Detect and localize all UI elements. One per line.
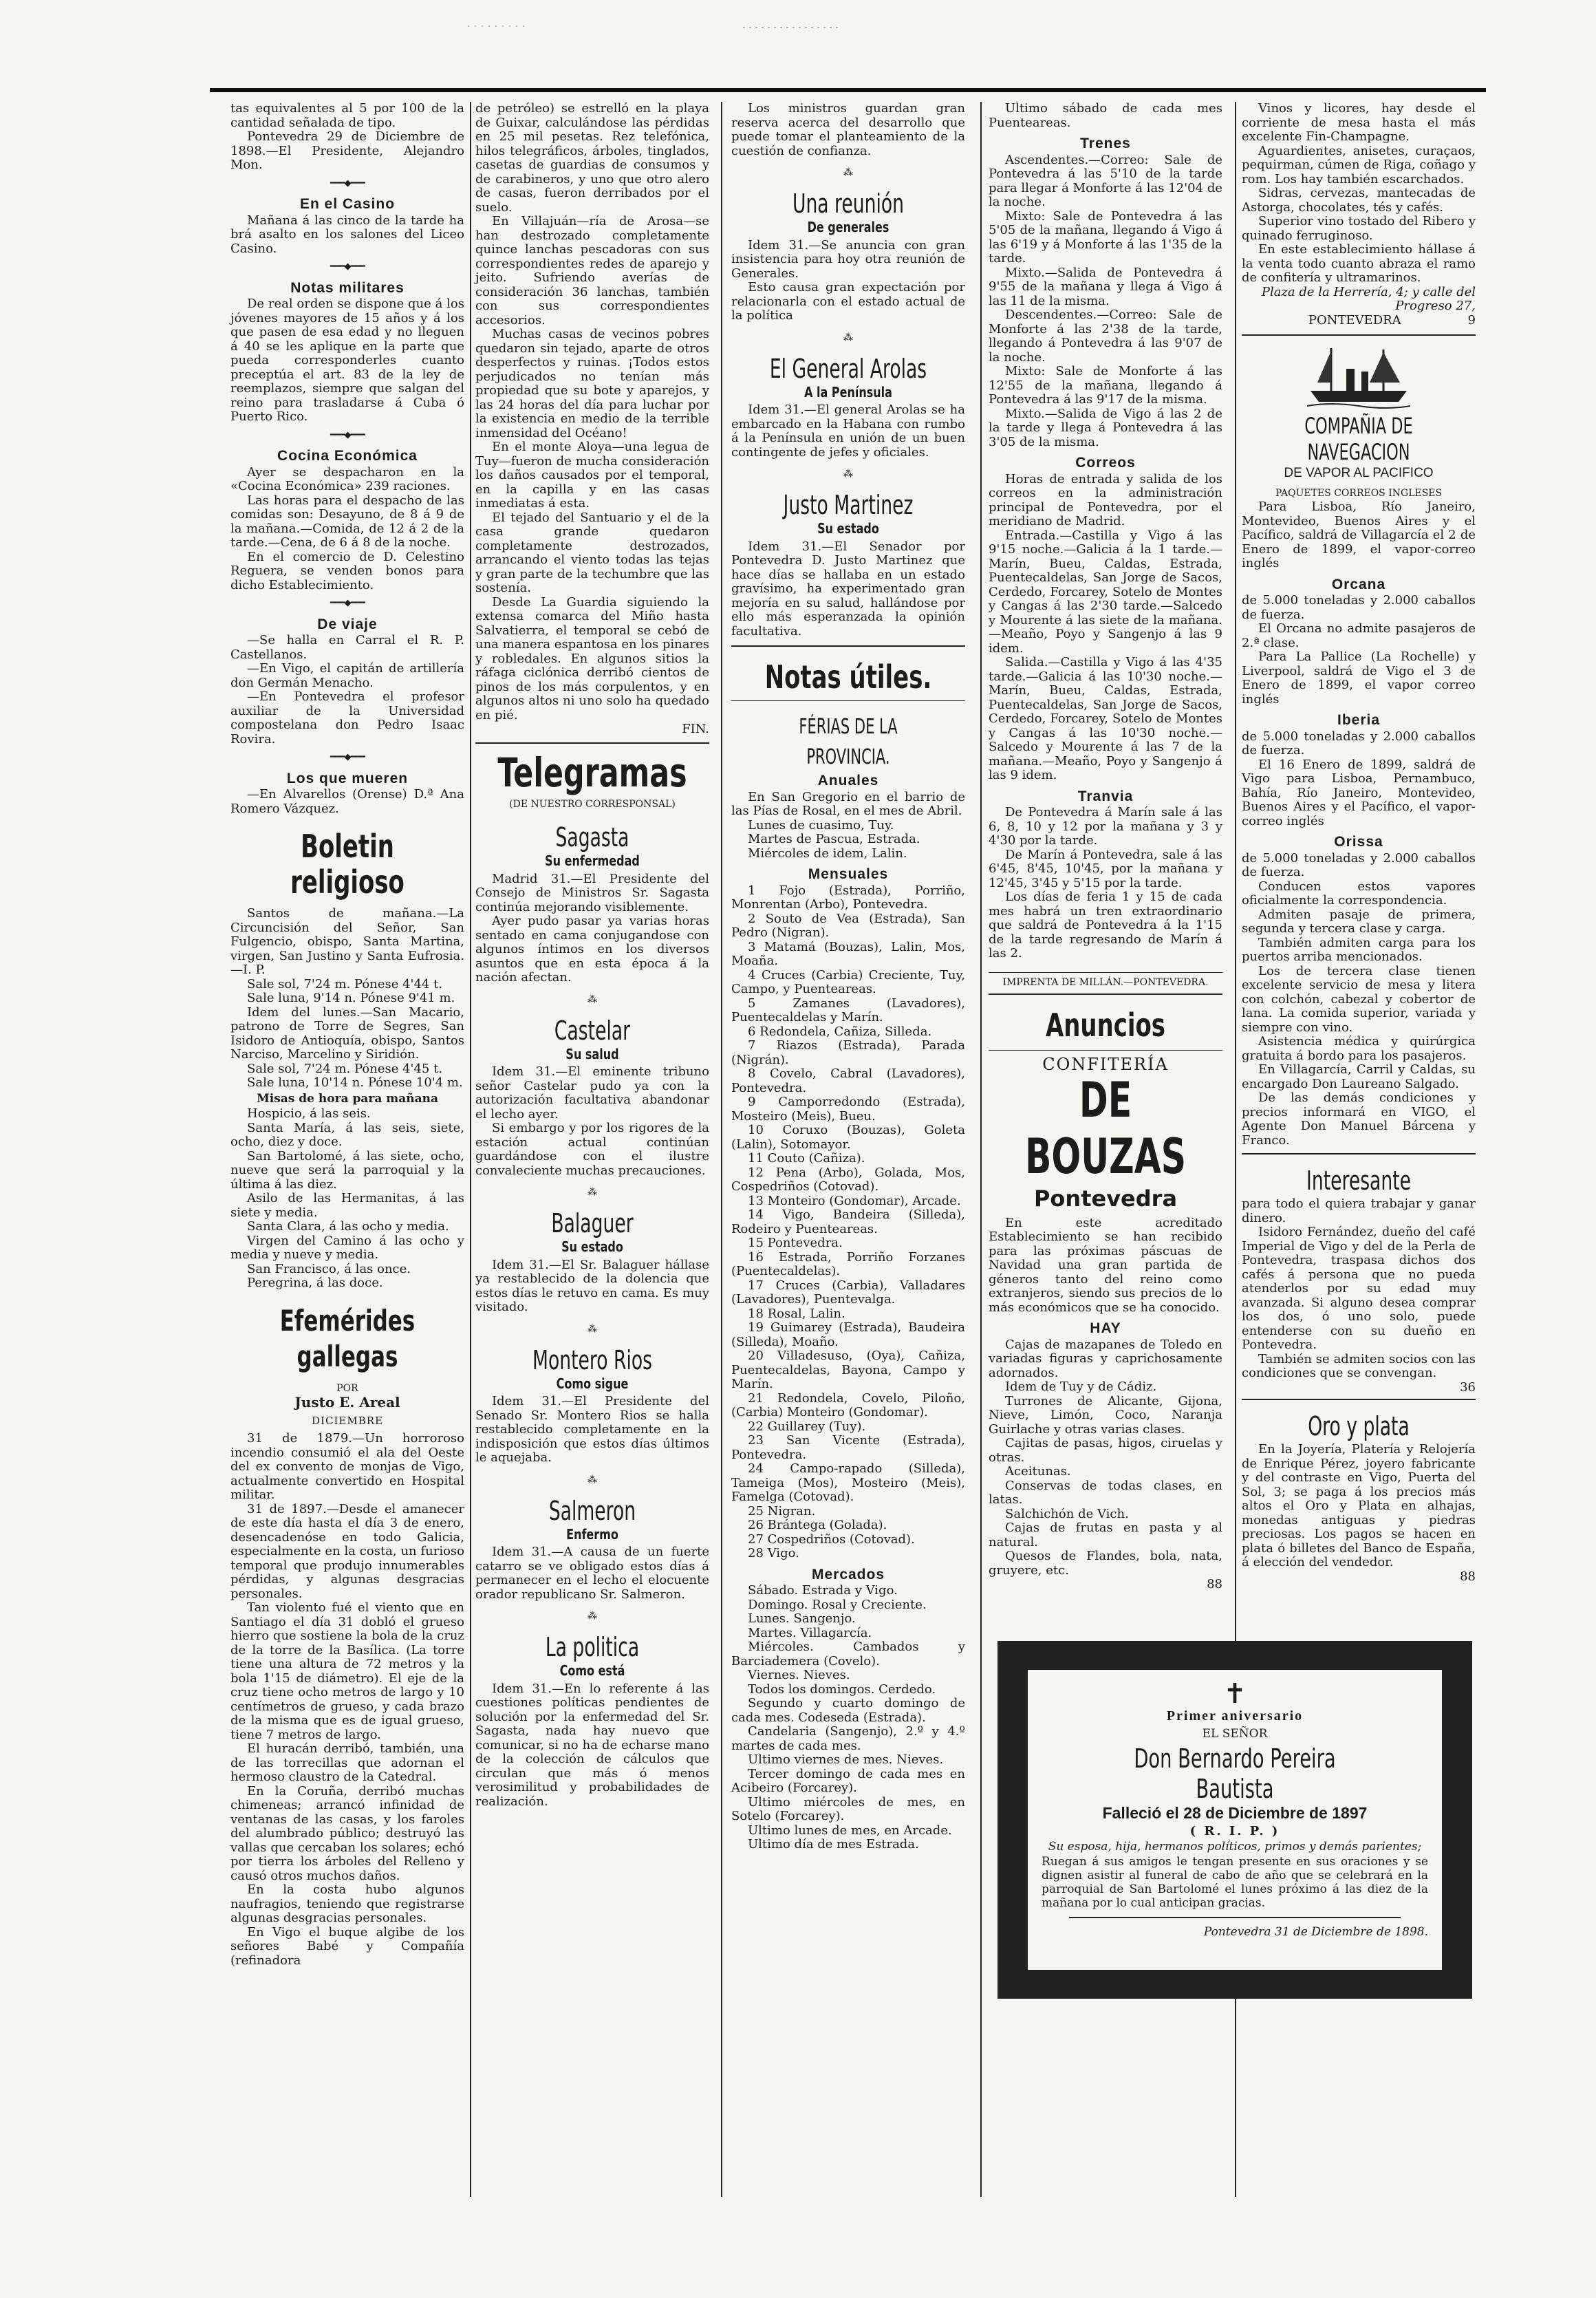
mensuales-item: 15 Pontevedra.	[748, 1236, 843, 1250]
confiteria-name: DE BOUZAS	[1024, 1071, 1187, 1185]
boletin-text: Sale luna, 10'14 n. Pónese 10'4 m.	[247, 1075, 463, 1090]
salmeron-text: Idem 31.—A causa de un fuerte catarro se ve obligado estos días á permanecer en el lecho el elocuente orador republicano Sr. Salmeron.	[475, 1545, 709, 1602]
reunion-title: Una reunión	[792, 189, 905, 219]
anuncios-title: Anuncios	[1045, 1007, 1166, 1044]
vinos-text: Vinos y licores, hay desde el corriente de mesa hasta el más excelente Fin-Champagne.	[1242, 101, 1476, 144]
boletin-text: Sale sol, 7'24 m. Pónese 4'45 t.	[247, 1061, 443, 1076]
mensuales-title: Mensuales	[808, 866, 889, 882]
section-rule	[1242, 334, 1476, 336]
esquela-name: Don Bernardo Pereira Bautista	[1134, 1743, 1336, 1804]
interesante-title: Interesante	[1306, 1166, 1412, 1196]
mensuales-item: 10 Coruxo (Bouzas), Goleta (Lalin), Sotomayor.	[731, 1123, 965, 1152]
esquela-border	[998, 1641, 1472, 1999]
cocina-text: Ayer se despacharon en la «Cocina Económica» 239 raciones.	[230, 464, 464, 493]
compania-text: Para Lisboa, Río Janeiro, Montevideo, Buenos Aires y el Pacífico, saldrá de Villagarcía el 2 de Enero de 1899, el vapor-correo inglés	[1242, 500, 1476, 570]
top-rule	[210, 88, 1486, 92]
intro-1: tas equivalentes al 5 por 100 de la cantidad señalada de tipo.	[230, 101, 464, 130]
efemerides-author: Justo E. Areal	[294, 1394, 400, 1410]
efemerides-text: El huracán derribó, también, una de las torrecillas que adornan el hermoso claustro de la Catedral.	[230, 1741, 464, 1784]
mensuales-item: 17 Cruces (Carbia), Valladares (Lavadores), Puentevalga.	[731, 1278, 965, 1307]
efemerides-por: POR	[336, 1382, 358, 1394]
asterism: ⁂	[587, 1611, 597, 1622]
interesante-text: para todo el quiera trabajar y ganar dinero.	[1242, 1196, 1476, 1225]
mensuales-item: 7 Riazos (Estrada), Parada (Nigrán).	[731, 1038, 965, 1067]
mercados-title: Mercados	[811, 1566, 885, 1582]
iberia-title: Iberia	[1337, 712, 1381, 728]
trenes-text: Mixto.—Salida de Pontevedra á 9'55 de la mañana y llega á Vigo á las 11 de la misma.	[989, 265, 1222, 308]
boletin-text: Santos de mañana.—La Circuncisión del Señor, San Fulgencio, obispo, Santa Martina, virgen, San Justino y Santa Eufrosia.—I. P.	[230, 906, 464, 977]
iberia-text: de 5.000 toneladas y 2.000 caballos de fuerza.	[1242, 729, 1476, 758]
section-rule	[989, 994, 1222, 995]
orissa-title: Orissa	[1334, 834, 1383, 850]
boletin-title: Boletin religioso	[290, 828, 405, 901]
mercados-item: Ultimo lunes de mes, en Arcade.	[748, 1823, 952, 1838]
temporal-text: Desde La Guardia siguiendo la extensa comarca del Miño hasta Salvatierra, el temporal se cebó de una manera espantosa en los pinares y robledales. En algunos sitios la ráfaga ciclónica derribó cientos de pinos de los más corpulentos, y en algunos altos ni uno solo ha quedado en pié.	[475, 594, 709, 722]
hay-item: Quesos de Flandes, bola, nata, gruyere, etc.	[989, 1549, 1222, 1578]
mensuales-item: 5 Zamanes (Lavadores), Puentecaldelas y Marín.	[731, 996, 965, 1024]
hay-title: HAY	[1090, 1320, 1121, 1336]
misas-item: Santa María, á las seis, siete, ocho, diez y doce.	[230, 1120, 464, 1149]
trenes-text: Mixto: Sale de Pontevedra á las 5'05 de la mañana, llegando á Vigo á las 6'19 y á Monforte á las 1'35 de la tarde.	[989, 208, 1222, 266]
montero-sub: Como sigue	[556, 1375, 629, 1392]
mensuales-list	[731, 884, 965, 1561]
interesante-number: 36	[1460, 1379, 1476, 1395]
imprenta-line: IMPRENTA DE MILLÁN.—PONTEVEDRA.	[1002, 976, 1209, 988]
efemerides-text: En la Coruña, derribó muchas chimeneas; arrancó infinidad de ventanas de las casas, y los faroles del alumbrado público; destruyó las vallas que cercaban los solares; echó por tierra los árboles del Relleno y causó otros muchos daños.	[230, 1783, 464, 1883]
orissa-text: Asistencia médica y quirúrgica gratuita á bordo para los pasajeros.	[1242, 1034, 1476, 1063]
arolas-title: El General Arolas	[769, 353, 927, 384]
correos-title: Correos	[1075, 455, 1136, 471]
orissa-text: También admiten carga para los puertos arriba mencionados.	[1242, 935, 1476, 964]
mensuales-item: 26 Brántega (Golada).	[748, 1518, 887, 1532]
hay-item: Cajas de frutas en pasta y al natural.	[989, 1521, 1222, 1549]
misas-item: Hospicio, á las seis.	[247, 1106, 371, 1121]
hay-item: Turrones de Alicante, Gijona, Nieve, Limón, Coco, Naranja Guirlache y otras varias clases.	[989, 1393, 1222, 1437]
mercados-item: Martes. Villagarcía.	[748, 1625, 872, 1640]
mercados-item: Tercer domingo de cada mes en Acibeiro (Forcarey).	[731, 1766, 965, 1795]
oro-text: En la Joyería, Platería y Relojería de Enrique Pérez, joyero fabricante y del contraste en Vigo, Puerta del Sol, 3; se paga á los precios más altos el Oro y Plata en alhajas, monedas antiguas y piedras preciosas. Los pagos se hacen en plata ó billetes del Banco de España, á elección del vendedor.	[1242, 1442, 1476, 1569]
misas-item: San Francisco, á las once.	[247, 1261, 411, 1276]
orcana-text: El Orcana no admite pasajeros de 2.ª clase.	[1242, 621, 1476, 650]
mensuales-item: 11 Couto (Cañiza).	[748, 1151, 865, 1166]
ministros-text: Los ministros guardan gran reserva acerca del desarrollo que puede tomar el planteamiento de la cuestión de confianza.	[731, 101, 965, 158]
efemerides-title: Efemérides gallegas	[279, 1303, 416, 1373]
mercados-item: Domingo. Rosal y Creciente.	[748, 1597, 927, 1612]
temporal-text: El tejado del Santuario y el de la casa grande quedaron completamente destrozados, arrancando el viento todas las tejas y gran parte de la techumbre que las sostenía.	[475, 510, 709, 595]
section-rule	[989, 972, 1222, 973]
cocina-text: En el comercio de D. Celestino Reguera, se venden bonos para dicho Establecimiento.	[230, 549, 464, 592]
montero-text: Idem 31.—El Presidente del Senado Sr. Montero Rios se halla restablecido completamente en la indisposición que estos días últimos le aquejaba.	[475, 1394, 709, 1465]
steamship-icon	[1304, 341, 1414, 410]
justo-text: Idem 31.—El Senador por Pontevedra D. Justo Martinez que hace días se hallaba en un estado gravísimo, ha experimentado gran mejoría en su salud, hallándose por ello más esperanzada la opinión facultativa.	[731, 539, 965, 638]
puenteareas-text: Ultimo sábado de cada mes Puenteareas.	[989, 101, 1222, 130]
viaje-text: —En Vigo, el capitán de artillería don Germán Menacho.	[230, 661, 464, 690]
ad-number: 88	[1207, 1577, 1222, 1591]
sagasta-title: Sagasta	[555, 822, 629, 852]
interesante-text: Isidoro Fernández, dueño del café Imperial de Vigo y del de la Perla de Pontevedra, traspasa dichos dos cafés á persona que no pueda atenderlos por su edad muy avanzada. Si alguno desea comprar los dos, ó uno solo, puede entenderse con su dueño en Pontevedra.	[1242, 1225, 1476, 1352]
cocina-text: Las horas para el despacho de las comidas son: Desayuno, de 8 á 9 de la mañana.—Comida, de 12 á 2 de la tarde.—Cena, de 6 á 8 de la noche.	[230, 493, 464, 550]
politica-text: Idem 31.—En lo referente á las cuestiones políticas pendientes de solución por la enfermedad del Sr. Sagasta, nada hay nuevo que comunicar, si no ha de echarse mano de la colección de cálculos que circulan que más ó menos verosimilitud y probabilidades de realización.	[475, 1681, 709, 1809]
balaguer-sub: Su estado	[561, 1238, 623, 1255]
column-2	[475, 102, 709, 2197]
mensuales-item: 19 Guimarey (Estrada), Baudeira (Silleda), Moaño.	[731, 1320, 965, 1349]
mercados-item: Miércoles. Cambados y Barciademera (Covelo).	[731, 1640, 965, 1668]
trenes-text: Mixto: Sale de Monforte á las 12'55 de la mañana, llegando á Pontevedra á las 9'17 de la misma.	[989, 364, 1222, 407]
reunion-text: Idem 31.—Se anuncia con gran insistencia para hoy otra reunión de Generales.	[731, 237, 965, 281]
boletin-text: Sale luna, 9'14 n. Pónese 9'41 m.	[247, 991, 455, 1005]
esquela	[1028, 1670, 1442, 1970]
anuales-item: Lunes de cuasimo, Tuy.	[748, 817, 894, 833]
temporal-text: En Villajuán—ría de Arosa—se han destrozado completamente quince lanchas pescadoras con sus correspondientes redes de aparejo y jeito. Sufriendo averías de consideración 36 lanchas, también con sus correspondientes accesorios.	[475, 214, 709, 327]
mensuales-item: 9 Camporredondo (Estrada), Mosteiro (Meis), Bueu.	[731, 1095, 965, 1124]
ornament: ━━━◆━━━	[330, 598, 365, 608]
mercados-item: Ultimo día de mes Estrada.	[748, 1837, 919, 1851]
ornament: ━━━◆━━━	[330, 752, 365, 762]
tranvia-text: Los días de feria 1 y 15 de cada mes habrá un tren extraordinario que saldrá de Pontevedra á la 1'15 de la tarde regresando de Marín á las 2.	[989, 890, 1222, 960]
efemerides-month: DICIEMBRE	[312, 1414, 383, 1427]
temporal-text: de petróleo) se estrelló en la playa de Guixar, calculándose las pérdidas en 25 mil pesetas. Rez telefónica, hilos telegráficos, árboles, tinglados, casetas de guardias de consumos y de carabineros, y uno que otro alero de casas, fueron derribados por el suelo.	[475, 101, 709, 215]
anuales-item: Miércoles de idem, Lalin.	[748, 846, 907, 861]
boletin-text: Idem del lunes.—San Macario, patrono de Torre de Segres, San Isidoro de Antioquía, obispo, Santos Narciso, Marcelino y Siridión.	[230, 1005, 464, 1062]
balaguer-title: Balaguer	[551, 1208, 634, 1238]
iberia-text: El 16 Enero de 1899, saldrá de Vigo para Lisboa, Pernambuco, Bahía, Río Janeiro, Montevideo, Buenos Aires y el Pacífico, el vapor-correo inglés	[1242, 757, 1476, 828]
confiteria-label: CONFITERÍA	[1042, 1055, 1169, 1074]
misas-item: Peregrina, á las doce.	[247, 1276, 383, 1290]
salmeron-sub: Enfermo	[566, 1525, 618, 1543]
section-rule	[1242, 1153, 1476, 1155]
misas-item: Santa Clara, á las ocho y media.	[247, 1219, 449, 1234]
mercados-item: Todos los domingos. Cerdedo.	[748, 1682, 936, 1697]
hay-item: Cajitas de pasas, higos, ciruelas y otras.	[989, 1436, 1222, 1465]
orissa-text: Conducen estos vapores oficialmente la correspondencia.	[1242, 879, 1476, 908]
arolas-sub: A la Península	[804, 383, 892, 400]
misas-item: San Bartolomé, á las siete, ocho, nueve que será la parroquial y la última á las diez.	[230, 1148, 464, 1192]
hay-item: Salchichón de Vich.	[1005, 1506, 1129, 1521]
orissa-text: Los de tercera clase tienen excelente servicio de mesa y litera con colchón, cabezal y cobertor de lana. La comida superior, variada y siempre con vino.	[1242, 963, 1476, 1035]
tranvia-text: De Marín á Pontevedra, sale á las 6'45, 8'45, 10'45, por la mañana y 12'45, 3'45 y 5'15 por la tarde.	[989, 847, 1222, 890]
esquela-senor: EL SEÑOR	[1202, 1727, 1268, 1741]
mercados-item: Viernes. Nieves.	[748, 1668, 850, 1682]
section-rule	[475, 742, 709, 744]
asterism: ⁂	[587, 1323, 597, 1335]
fin-mark: FIN.	[682, 722, 709, 736]
montero-title: Montero Rios	[532, 1344, 652, 1375]
reunion-text: Esto causa gran expectación por relacionarla con el estado actual de la política	[731, 280, 965, 323]
anuales-item: Martes de Pascua, Estrada.	[748, 832, 920, 846]
vinos-text: Superior vino tostado del Ribero y quinado ferruginoso.	[1242, 214, 1476, 243]
mensuales-item: 3 Matamá (Bouzas), Lalin, Mos, Moaña.	[731, 939, 965, 968]
vinos-text: Aguardientes, anisetes, curaçaos, pequirman, cúmen de Riga, coñago y rom. Los hay también escarchados.	[1242, 143, 1476, 186]
column-3	[731, 102, 965, 2197]
correos-text: Entrada.—Castilla y Vigo á las 9'15 noche.—Galicia á la 1 tarde.—Marín, Bueu, Caldas, Estrada, Puentecaldelas, San Jorge de Sacos, Cerdedo, Forcarey, Sotelo de Montes y Cangas á las 2'30 tarde.—Salcedo y Mourente á las siete de la mañana.—Meaño, Poyo y Sangenjo á las 9 idem.	[989, 528, 1222, 656]
sagasta-sub: Su enfermedad	[545, 852, 640, 869]
efemerides-text: 31 de 1879.—Un horroroso incendio consumió el ala del Oeste del ex convento de monjas de Vigo, actualmente convertido en Hospital militar.	[230, 1431, 464, 1502]
efemerides-text: Tan violento fué el viento que en Santiago el día 31 dobló el grueso hierro que sostiene la bola de la cruz de la torre de la Basílica. (La torre tiene una altura de 72 metros y la bola 1'15 de diámetro). El eje de la cruz tiene ocho metros de largo y 10 centímetros de grueso, y cada brazo de la misma que es de igual grueso, tiene 7 metros de largo.	[230, 1600, 464, 1742]
correos-text: Horas de entrada y salida de los correos en la administración principal de Pontevedra, por el meridiano de Madrid.	[989, 471, 1222, 528]
mensuales-item: 16 Estrada, Porriño Forzanes (Puentecaldelas).	[731, 1249, 965, 1278]
mensuales-item: 25 Nigran.	[748, 1503, 816, 1518]
viaje-text: —En Pontevedra el profesor auxiliar de la Universidad compostelana don Pedro Isaac Rovira.	[230, 689, 464, 747]
confiteria-city: Pontevedra	[1033, 1185, 1178, 1212]
viaje-title: De viaje	[317, 616, 378, 632]
mensuales-item: 1 Fojo (Estrada), Porriño, Monrentan (Arbo), Pontevedra.	[731, 883, 965, 912]
anuales-item: En San Gregorio en el barrio de las Pías de Rosal, en el mes de Abril.	[731, 789, 965, 818]
section-rule	[989, 1050, 1222, 1051]
militares-title: Notas militares	[290, 279, 405, 296]
mensuales-item: 22 Guillarey (Tuy).	[748, 1419, 866, 1434]
casino-title: En el Casino	[299, 196, 396, 212]
castelar-sub: Su salud	[565, 1045, 619, 1062]
misas-item: Asilo de las Hermanitas, á las siete y media.	[230, 1191, 464, 1220]
esquela-aniversario: Primer aniversario	[1166, 1708, 1304, 1724]
torn-edge-marks	[358, 22, 977, 32]
anuales-title: Anuales	[817, 773, 879, 788]
asterism: ⁂	[843, 167, 853, 178]
efemerides-text: En la costa hubo algunos naufragios, teniendo que registrarse algunas desgracias personales.	[230, 1882, 464, 1925]
mueren-text: —En Alvarellos (Orense) D.ª Ana Romero Vázquez.	[230, 787, 464, 816]
interesante-text: También se admiten socios con las condiciones que se convengan.	[1242, 1351, 1476, 1380]
orcana-text: Para La Pallice (La Rochelle) y Liverpool, saldrá de Vigo el 3 de Enero de 1899, el vapor correo inglés	[1242, 649, 1476, 707]
orissa-text: Admiten pasaje de primera, segunda y tercera clase y carga.	[1242, 907, 1476, 936]
arolas-text: Idem 31.—El general Arolas se ha embarcado en la Habana con rumbo á la Península en unión de un buen contingente de jefes y oficiales.	[731, 402, 965, 460]
mercados-item: Ultimo miércoles de mes, en Sotelo (Forcarey).	[731, 1794, 965, 1823]
casino-text: Mañana á las cinco de la tarde ha brá asalto en los salones del Liceo Casino.	[230, 213, 464, 256]
castelar-title: Castelar	[554, 1015, 631, 1046]
mercados-item: Segundo y cuarto domingo de cada mes. Codeseda (Estrada).	[731, 1696, 965, 1725]
temporal-text: Muchas casas de vecinos pobres quedaron sin tejado, aparte de otros desperfectos y ruinas. ¡Todos estos perjudicados no tenían más propiedad que su bote y aparejos, y las 24 horas del día para luchar por la existencia en medio de la terrible inmensidad del Océano!	[475, 327, 709, 440]
mensuales-item: 23 San Vicente (Estrada), Pontevedra.	[731, 1433, 965, 1462]
paquetes-line: PAQUETES CORREOS INGLESES	[1275, 487, 1443, 499]
misas-item: Virgen del Camino á las ocho y media y nueve y media.	[230, 1233, 464, 1262]
orissa-text: de 5.000 toneladas y 2.000 caballos de fuerza.	[1242, 850, 1476, 879]
vinos-text: En este establecimiento hállase á la venta todo cuanto abraza el ramo de confitería y ultramarinos.	[1242, 242, 1476, 285]
mercados-item: Candelaria (Sangenjo), 2.º y 4.º martes de cada mes.	[731, 1724, 965, 1753]
sagasta-text: Madrid 31.—El Presidente del Consejo de Ministros Sr. Sagasta continúa mejorando visiblemente.	[475, 871, 709, 914]
ferias-title: FÉRIAS DE LA PROVINCIA.	[799, 715, 898, 769]
orissa-text: En Villagarcía, Carril y Caldas, su encargado Don Laureano Salgado.	[1242, 1062, 1476, 1091]
hay-item: Cajas de mazapanes de Toledo en variadas figuras y caprichosamente adornados.	[989, 1337, 1222, 1380]
column-1	[230, 102, 464, 2197]
mensuales-item: 28 Vigo.	[748, 1546, 799, 1560]
reunion-sub: De generales	[807, 219, 889, 235]
section-rule	[731, 645, 965, 647]
mensuales-item: 27 Cospedriños (Cotovad).	[748, 1532, 915, 1547]
tranvia-title: Tranvia	[1077, 788, 1134, 804]
tranvia-text: De Pontevedra á Marín sale á las 6, 8, 10 y 12 por la mañana y 3 y 4'30 por la tarde.	[989, 805, 1222, 848]
misas-title: Misas de hora para mañana	[256, 1091, 439, 1106]
mensuales-item: 14 Vigo, Bandeira (Silleda), Rodeiro y Puenteareas.	[731, 1207, 965, 1236]
asterism: ⁂	[587, 994, 597, 1005]
confiteria-text: En este acreditado Establecimiento se han recibido para las próximas páscuas de Navidad una gran partida de géneros tanto del reino como extranjeros, siendo sus precios de lo más económicos que se ha conocido.	[989, 1215, 1222, 1315]
esquela-family: Su esposa, hija, hermanos políticos, primos y demás parientes;	[1048, 1840, 1422, 1854]
justo-title: Justo Martinez	[783, 490, 914, 520]
sagasta-text: Ayer pudo pasar ya varias horas sentado en cama conjugandose con algunos íntimos en los diversos asuntos que en esta época á la nación afectan.	[475, 914, 709, 985]
oro-title: Oro y plata	[1308, 1411, 1410, 1441]
vinos-address: Plaza de la Herrería, 4; y calle del Progreso 27,	[1261, 284, 1476, 313]
orcana-title: Orcana	[1331, 576, 1386, 592]
esquela-date: Pontevedra 31 de Diciembre de 1898.	[1203, 1925, 1428, 1939]
mercados-item: Lunes. Sangenjo.	[748, 1611, 856, 1626]
salmeron-title: Salmeron	[548, 1495, 636, 1526]
orissa-text: De las demás condiciones y precios informará en VIGO, el Agente Don Manuel Bárcena y Franco.	[1242, 1091, 1476, 1148]
mercados-item: Sábado. Estrada y Vigo.	[748, 1583, 898, 1598]
notas-utiles-title: Notas útiles.	[764, 658, 932, 696]
cocina-title: Cocina Económica	[277, 448, 418, 464]
mensuales-item: 12 Pena (Arbo), Golada, Mos, Cospedriños (Cotovad).	[731, 1165, 965, 1194]
mensuales-item: 20 Villadesuso, (Oya), Cañiza, Puentecaldelas, Bayona, Campo y Marín.	[731, 1349, 965, 1391]
intro-2: Pontevedra 29 de Diciembre de 1898.—El Presidente, Alejandro Mon.	[230, 129, 464, 172]
temporal-text: En el monte Aloya—una legua de Tuy—fueron de mucha consideración los daños causados por el temporal, en la capilla y en las casas inmediatas á esta.	[475, 440, 709, 511]
ornament: ━━━◆━━━	[330, 178, 365, 189]
efemerides-text: En Vigo el buque algibe de los señores Babé y Compañía (refinadora	[230, 1924, 464, 1968]
trenes-text: Descendentes.—Correo: Sale de Monforte á las 2'38 de la tarde, llegando á Pontevedra á las 9'07 de la noche.	[989, 308, 1222, 365]
politica-title: La politica	[545, 1632, 640, 1662]
mensuales-item: 13 Monteiro (Gondomar), Arcade.	[748, 1193, 961, 1208]
hay-item: Aceitunas.	[1005, 1464, 1071, 1479]
mensuales-item: 21 Redondela, Covelo, Piloño, (Carbia) Monteiro (Gondomar).	[731, 1390, 965, 1419]
hay-item: Idem de Tuy y de Cádiz.	[1005, 1379, 1157, 1394]
telegramas-title: Telegramas	[497, 749, 687, 796]
castelar-text: Si embargo y por los rigores de la estación actual continúan guardándose con el ilustre convaleciente muchas precauciones.	[475, 1121, 709, 1178]
asterism: ⁂	[587, 1474, 597, 1485]
hay-item: Conservas de todas clases, en latas.	[989, 1478, 1222, 1507]
trenes-text: Mixto.—Salida de Vigo á las 2 de la tarde y llega á Pontevedra á las 3'05 de la misma.	[989, 406, 1222, 449]
esquela-text: Ruegan á sus amigos le tengan presente en sus oraciones y se dignen asistir al funeral de cabo de año que se celebrará en la parroquial de San Bartolomé el lunes próximo á las diez de la mañana por lo cual anticipan gracias.	[1042, 1855, 1428, 1910]
mercados-item: Ultimo viernes de mes. Nieves.	[748, 1752, 944, 1767]
mensuales-item: 24 Campo-rapado (Silleda), Tameiga (Mos), Mosteiro (Meis), Famelga (Cotovad).	[731, 1461, 965, 1504]
section-rule	[731, 700, 965, 701]
trenes-title: Trenes	[1080, 136, 1131, 151]
efemerides-text: 31 de 1897.—Desde el amanecer de este día hasta el día 3 de enero, desencadenóse en todo Galicia, especialmente en la costa, un furioso temporal que produjo innumerables pérdidas, y algunas desgracias personales.	[230, 1501, 464, 1601]
balaguer-text: Idem 31.—El Sr. Balaguer hállase ya restablecido de la dolencia que estos días le retuvo en cama. Es muy visitado.	[475, 1257, 709, 1314]
mueren-title: Los que mueren	[286, 770, 409, 786]
orcana-text: de 5.000 toneladas y 2.000 caballos de fuerza.	[1242, 593, 1476, 622]
telegramas-sub: (DE NUESTRO CORRESPONSAL)	[509, 798, 676, 810]
mensuales-item: 2 Souto de Vea (Estrada), San Pedro (Nigran).	[731, 911, 965, 940]
cross-icon: ✝	[1223, 1678, 1247, 1710]
militares-text: De real orden se dispone que á los jóvenes mayores de 15 años y á los que pasen de esa edad y no lleguen á 40 se les aplique en la parte que pueda corresponderles cuanto preceptúa el art. 83 de la ley de reemplazos, siempre que salgan del reino para trasladarse á Cuba ó Puerto Rico.	[230, 297, 464, 424]
vinos-text: Sidras, cervezas, mantecadas de Astorga, chocolates, tés y cafés.	[1242, 186, 1476, 215]
oro-number: 88	[1460, 1569, 1476, 1584]
asterism: ⁂	[843, 332, 853, 343]
boletin-text: Sale sol, 7'24 m. Pónese 4'44 t.	[247, 976, 443, 991]
justo-sub: Su estado	[817, 520, 879, 537]
politica-sub: Como está	[559, 1662, 625, 1679]
esquela-rule	[1069, 1917, 1401, 1918]
correos-text: Salida.—Castilla y Vigo á las 4'35 tarde.—Galicia á las 10'30 noche.—Marín, Bueu, Caldas, Estrada, Puentecaldelas, San Jorge de Sacos, Cerdedo, Forcarey, Sotelo de Montes y Cangas á las 10'30 noche.—Salcedo y Mourente á las 7 de la mañana.—Meaño, Poyo y Sangenjo á las 9 idem.	[989, 655, 1222, 782]
mensuales-item: 18 Rosal, Lalin.	[748, 1306, 845, 1321]
vinos-number: 9	[1467, 312, 1476, 327]
mensuales-item: 8 Covelo, Cabral (Lavadores), Pontevedra.	[731, 1066, 965, 1095]
compania-sub: DE VAPOR AL PACIFICO	[1284, 466, 1434, 480]
mensuales-item: 6 Redondela, Cañiza, Silleda.	[748, 1024, 932, 1039]
castelar-text: Idem 31.—El eminente tribuno señor Castelar pudo ya con la autorización facultativa abandonar el lecho ayer.	[475, 1064, 709, 1121]
compania-title: COMPAÑIA DE NAVEGACION	[1304, 413, 1413, 465]
asterism: ⁂	[843, 469, 853, 480]
mensuales-item: 4 Cruces (Carbia) Creciente, Tuy, Campo, y Puenteareas.	[731, 967, 965, 996]
section-rule	[1242, 1399, 1476, 1400]
esquela-rip: ( R. I. P. )	[1189, 1824, 1280, 1838]
ornament: ━━━◆━━━	[330, 429, 365, 440]
viaje-text: —Se halla en Carral el R. P. Castellanos.	[230, 633, 464, 662]
trenes-text: Ascendentes.—Correo: Sale de Pontevedra á las 5'10 de la tarde para llegar á Monforte á las 12'04 de la noche.	[989, 152, 1222, 209]
asterism: ⁂	[587, 1187, 597, 1198]
vinos-city-name: PONTEVEDRA	[1308, 312, 1401, 327]
ornament: ━━━◆━━━	[330, 261, 365, 272]
vinos-city	[1242, 314, 1476, 328]
esquela-fallecio: Falleció el 28 de Diciembre de 1897	[1102, 1804, 1368, 1822]
